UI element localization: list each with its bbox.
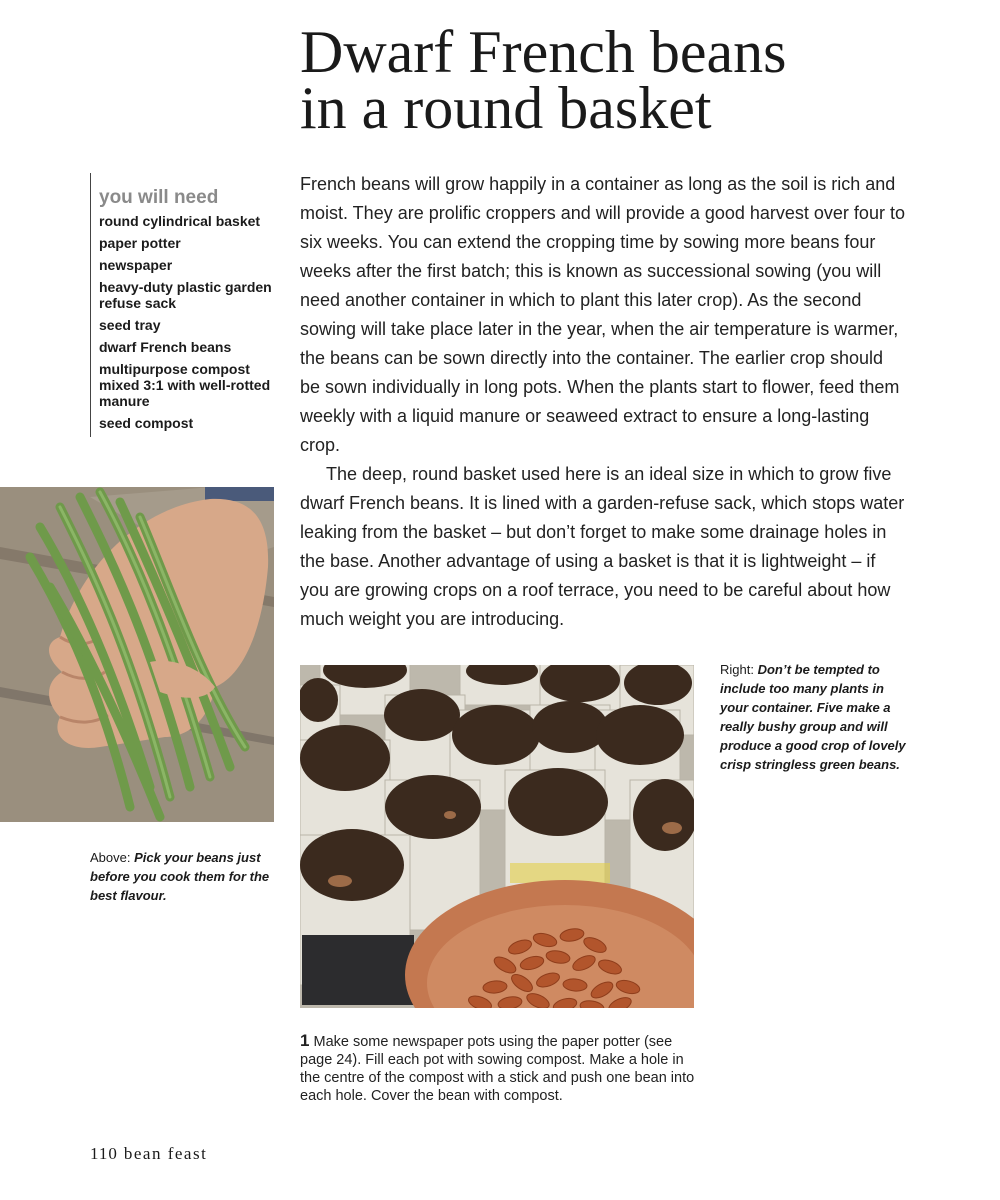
section-name: bean feast [123, 1144, 208, 1163]
step-1-instruction [300, 1032, 700, 1105]
materials-heading: you will need [99, 187, 219, 208]
materials-item: newspaper [99, 257, 173, 273]
right-caption [720, 660, 910, 774]
page-title [300, 19, 960, 141]
body-paragraph-2: The deep, round basket used here is an ideal size in which to grow five dwarf French beans. It is lined with a garden-refuse sack, which stops water leaking from the basket – but don’t forget to make some drainage holes in the base. Another advantage of using a basket is that it is lightweight – if you are growing crops on a roof terrace, you need to be careful about how much weight you are introducing. [300, 464, 905, 629]
materials-item: paper potter [99, 235, 181, 251]
materials-item: multipurpose compost mixed 3:1 with well-rotted manure [99, 361, 271, 409]
page-footer [90, 1144, 207, 1164]
materials-item: round cylindrical basket [99, 213, 261, 229]
right-caption-text: Don’t be tempted to include too many plants in your container. Five make a really bushy group and will produce a good crop of lovely crisp stringless green beans. [720, 662, 906, 772]
materials-list [99, 213, 279, 431]
body-paragraph-1: French beans will grow happily in a container as long as the soil is rich and moist. They are prolific croppers and will provide a good harvest over four to six weeks. You can extend the cropping time by sowing more beans four weeks after the first batch; this is known as successional sowing (you will need another container in which to plant this later crop). As the second sowing will take place later in the year, when the air temperature is warmer, the beans can be sown directly into the container. The earlier crop should be sown individually in long pots. When the plants start to flower, feed them weekly with a liquid manure or seaweed extract to ensure a long-lasting crop. [300, 174, 905, 455]
above-caption [90, 848, 275, 905]
step-text: Make some newspaper pots using the paper potter (see page 24). Fill each pot with sowing compost. Make a hole in the centre of the compost with a stick and push one bean into each hole. Cover the bean with compost. [300, 1034, 695, 1104]
above-caption-label: Above: [90, 850, 131, 865]
step-number: 1 [300, 1031, 310, 1050]
page-number: 110 [90, 1144, 118, 1163]
newspaper-pots-photo [300, 665, 694, 1008]
above-caption-text: Pick your beans just before you cook them for the best flavour. [90, 850, 270, 903]
page-title-line-2: in a round basket [300, 75, 712, 141]
materials-item: heavy-duty plastic garden refuse sack [99, 279, 272, 311]
body-text [300, 170, 905, 634]
materials-sidebar [90, 173, 279, 437]
materials-item: seed compost [99, 415, 194, 431]
hand-with-beans-photo [0, 487, 274, 822]
materials-item: seed tray [99, 317, 161, 333]
materials-item: dwarf French beans [99, 339, 232, 355]
right-caption-label: Right: [720, 662, 754, 677]
page-title-line-1: Dwarf French beans [300, 19, 787, 85]
